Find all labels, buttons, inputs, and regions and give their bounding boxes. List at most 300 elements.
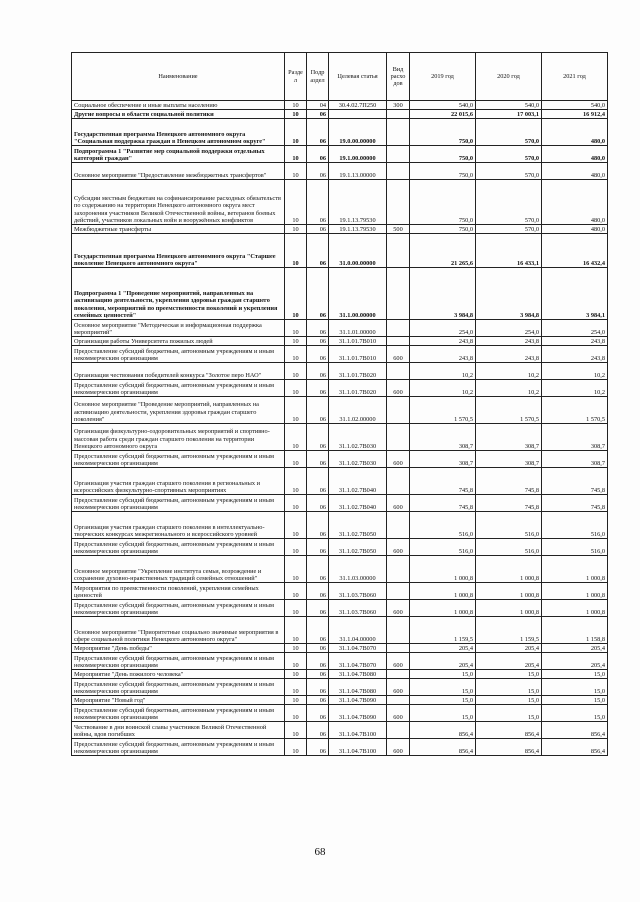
cell-name: Предоставление субсидий бюджетным, автономным учреждениям и иным некоммерческим организациям: [72, 495, 285, 512]
cell-2020: 205,4: [476, 653, 542, 670]
cell-kind: [387, 119, 410, 146]
cell-2020: 10,2: [476, 363, 542, 380]
table-row: [72, 146, 608, 163]
cell-name: Организация чествования победителей конкурса "Золотое перо НАО": [72, 363, 285, 380]
cell-2019: 308,7: [410, 424, 476, 451]
cell-target: 31.1.04.7В100: [329, 722, 387, 739]
cell-section: 10: [285, 696, 307, 705]
cell-2020: 1 000,8: [476, 600, 542, 617]
cell-kind: [387, 180, 410, 225]
cell-section: 10: [285, 225, 307, 234]
cell-2021: 15,0: [542, 670, 608, 679]
cell-kind: 600: [387, 653, 410, 670]
cell-2020: 856,4: [476, 722, 542, 739]
cell-kind: 300: [387, 101, 410, 110]
cell-name: Государственная программа Ненецкого автономного округа "Социальная поддержка граждан в Ненецком автономном округе": [72, 119, 285, 146]
cell-name: Основное мероприятие "Предоставление межбюджетных трансфертов": [72, 163, 285, 180]
cell-kind: 500: [387, 225, 410, 234]
table-row: [72, 583, 608, 600]
cell-name: Предоставление субсидий бюджетным, автономным учреждениям и иным некоммерческим организациям: [72, 653, 285, 670]
table-row: [72, 495, 608, 512]
cell-subsection: 06: [307, 705, 329, 722]
cell-subsection: 06: [307, 739, 329, 756]
cell-2019: 15,0: [410, 670, 476, 679]
table-body: [72, 101, 608, 756]
cell-2020: 570,0: [476, 119, 542, 146]
cell-name: Основное мероприятие "Методическая и информационная поддержка мероприятий": [72, 320, 285, 337]
cell-name: Предоставление субсидий бюджетным, автономным учреждениям и иным некоммерческим организациям: [72, 739, 285, 756]
table-row: [72, 397, 608, 424]
cell-2020: 745,8: [476, 468, 542, 495]
cell-kind: 600: [387, 451, 410, 468]
cell-2021: 243,8: [542, 337, 608, 346]
cell-subsection: 06: [307, 119, 329, 146]
cell-kind: [387, 512, 410, 539]
cell-target: 31.1.00.00000: [329, 268, 387, 320]
cell-target: 19.1.13.79530: [329, 180, 387, 225]
header-2019: 2019 год: [410, 53, 476, 101]
cell-2020: 1 159,5: [476, 617, 542, 644]
cell-section: 10: [285, 583, 307, 600]
cell-2020: 1 000,8: [476, 583, 542, 600]
cell-target: 31.1.04.7В080: [329, 679, 387, 696]
cell-2019: 516,0: [410, 512, 476, 539]
cell-subsection: 06: [307, 468, 329, 495]
cell-target: 31.1.01.7В010: [329, 346, 387, 363]
cell-target: 31.1.04.00000: [329, 617, 387, 644]
cell-2021: 205,4: [542, 653, 608, 670]
cell-2021: 3 984,1: [542, 268, 608, 320]
cell-kind: 600: [387, 380, 410, 397]
cell-section: 10: [285, 600, 307, 617]
cell-section: 10: [285, 146, 307, 163]
cell-section: 10: [285, 705, 307, 722]
cell-2021: 15,0: [542, 696, 608, 705]
table-row: [72, 600, 608, 617]
cell-kind: [387, 670, 410, 679]
table-row: [72, 512, 608, 539]
cell-2021: 10,2: [542, 380, 608, 397]
cell-section: 10: [285, 739, 307, 756]
cell-name: Основное мероприятие "Укрепление института семьи, возрождение и сохранение духовно-нравственных традиций семейных отношений": [72, 556, 285, 583]
cell-2021: 243,8: [542, 346, 608, 363]
table-row: [72, 617, 608, 644]
cell-2020: 308,7: [476, 451, 542, 468]
table-row: [72, 556, 608, 583]
cell-target: 19.0.00.00000: [329, 119, 387, 146]
table-row: [72, 110, 608, 119]
cell-2020: 745,8: [476, 495, 542, 512]
cell-subsection: 06: [307, 397, 329, 424]
header-target: Целевая статья: [329, 53, 387, 101]
cell-target: 19.1.00.00000: [329, 146, 387, 163]
cell-kind: [387, 556, 410, 583]
cell-kind: [387, 644, 410, 653]
cell-target: 31.1.02.7В050: [329, 512, 387, 539]
cell-target: 19.1.13.79530: [329, 225, 387, 234]
cell-2021: 745,8: [542, 495, 608, 512]
cell-2019: 205,4: [410, 644, 476, 653]
cell-2021: 856,4: [542, 722, 608, 739]
cell-subsection: 06: [307, 679, 329, 696]
cell-subsection: 06: [307, 617, 329, 644]
cell-target: 31.1.03.7В060: [329, 600, 387, 617]
cell-2021: 480,0: [542, 225, 608, 234]
cell-2019: 540,0: [410, 101, 476, 110]
cell-2019: 15,0: [410, 696, 476, 705]
cell-kind: 600: [387, 346, 410, 363]
cell-target: 31.1.02.7В030: [329, 451, 387, 468]
cell-target: 30.4.02.7П250: [329, 101, 387, 110]
cell-2019: 1 159,5: [410, 617, 476, 644]
cell-2020: 17 003,1: [476, 110, 542, 119]
cell-2021: 308,7: [542, 424, 608, 451]
cell-2020: 15,0: [476, 670, 542, 679]
cell-2019: 1 000,8: [410, 600, 476, 617]
cell-name: Межбюджетные трансферты: [72, 225, 285, 234]
cell-name: Предоставление субсидий бюджетным, автономным учреждениям и иным некоммерческим организациям: [72, 679, 285, 696]
cell-section: 10: [285, 234, 307, 268]
header-kind: Вид расхо дов: [387, 53, 410, 101]
table-row: [72, 337, 608, 346]
cell-section: 10: [285, 679, 307, 696]
cell-section: 10: [285, 320, 307, 337]
cell-name: Субсидии местным бюджетам на софинансирование расходных обязательств по содержанию на территории Ненецкого автономного округа мест захоронения участников Великой Отечественной войны, ветеранов боевых действий, участников локальных войн и вооружённых конфликтов: [72, 180, 285, 225]
cell-target: 31.1.04.7В090: [329, 696, 387, 705]
cell-2019: 3 984,8: [410, 268, 476, 320]
cell-2019: 205,4: [410, 653, 476, 670]
cell-2021: 480,0: [542, 163, 608, 180]
table-header-row: [72, 53, 608, 101]
cell-2021: 254,0: [542, 320, 608, 337]
cell-kind: [387, 696, 410, 705]
cell-2021: 16 912,4: [542, 110, 608, 119]
cell-name: Подпрограмма 1 "Развитие мер социальной поддержки отдельных категорий граждан": [72, 146, 285, 163]
cell-subsection: 06: [307, 225, 329, 234]
cell-subsection: 06: [307, 495, 329, 512]
cell-kind: 600: [387, 600, 410, 617]
cell-kind: 600: [387, 739, 410, 756]
cell-section: 10: [285, 556, 307, 583]
cell-kind: 600: [387, 495, 410, 512]
cell-kind: [387, 583, 410, 600]
cell-kind: [387, 722, 410, 739]
table-row: [72, 163, 608, 180]
cell-subsection: 06: [307, 163, 329, 180]
budget-table: [71, 52, 608, 756]
cell-2021: 15,0: [542, 705, 608, 722]
cell-name: Организация участия граждан старшего поколения в интеллектуально-творческих конкурсах межрегионального и всероссийского уровней: [72, 512, 285, 539]
cell-section: 10: [285, 101, 307, 110]
cell-2019: 243,8: [410, 337, 476, 346]
cell-subsection: 06: [307, 556, 329, 583]
cell-kind: [387, 363, 410, 380]
cell-2019: 243,8: [410, 346, 476, 363]
cell-subsection: 04: [307, 101, 329, 110]
cell-2019: 15,0: [410, 679, 476, 696]
cell-2020: 243,8: [476, 346, 542, 363]
cell-subsection: 06: [307, 696, 329, 705]
cell-2019: 10,2: [410, 363, 476, 380]
cell-name: Основное мероприятие "Приоритетные социально значимые мероприятия в сфере социальной политики Ненецкого автономного округа": [72, 617, 285, 644]
cell-name: Социальное обеспечение и иные выплаты населению: [72, 101, 285, 110]
cell-2021: 16 432,4: [542, 234, 608, 268]
cell-target: 31.1.01.7В020: [329, 363, 387, 380]
cell-subsection: 06: [307, 583, 329, 600]
header-subsection: Подр аздел: [307, 53, 329, 101]
cell-kind: 600: [387, 705, 410, 722]
cell-2019: 1 000,8: [410, 556, 476, 583]
cell-subsection: 06: [307, 539, 329, 556]
cell-kind: [387, 337, 410, 346]
cell-2019: 15,0: [410, 705, 476, 722]
cell-2020: 540,0: [476, 101, 542, 110]
cell-name: Предоставление субсидий бюджетным, автономным учреждениям и иным некоммерческим организациям: [72, 380, 285, 397]
cell-2021: 1 000,8: [542, 583, 608, 600]
table-row: [72, 539, 608, 556]
table-row: [72, 180, 608, 225]
cell-2021: 205,4: [542, 644, 608, 653]
table-row: [72, 234, 608, 268]
cell-kind: [387, 268, 410, 320]
cell-2020: 3 984,8: [476, 268, 542, 320]
cell-section: 10: [285, 397, 307, 424]
table-row: [72, 225, 608, 234]
cell-subsection: 06: [307, 644, 329, 653]
table-row: [72, 380, 608, 397]
cell-kind: [387, 110, 410, 119]
cell-2020: 1 000,8: [476, 556, 542, 583]
table-row: [72, 268, 608, 320]
cell-name: Государственная программа Ненецкого автономного округа "Старшее поколение Ненецкого автономного округа": [72, 234, 285, 268]
cell-subsection: 06: [307, 512, 329, 539]
cell-2021: 10,2: [542, 363, 608, 380]
cell-subsection: 06: [307, 600, 329, 617]
cell-2019: 308,7: [410, 451, 476, 468]
cell-section: 10: [285, 512, 307, 539]
cell-2021: 516,0: [542, 539, 608, 556]
header-2021: 2021 год: [542, 53, 608, 101]
cell-subsection: 06: [307, 337, 329, 346]
cell-section: 10: [285, 468, 307, 495]
header-section: Разде л: [285, 53, 307, 101]
cell-2020: 308,7: [476, 424, 542, 451]
cell-2021: 516,0: [542, 512, 608, 539]
cell-section: 10: [285, 337, 307, 346]
cell-target: 31.1.03.7В060: [329, 583, 387, 600]
cell-section: 10: [285, 539, 307, 556]
cell-kind: 600: [387, 539, 410, 556]
table-row: [72, 739, 608, 756]
cell-name: Мероприятия по преемственности поколений, укрепления семейных ценностей: [72, 583, 285, 600]
cell-2019: 750,0: [410, 225, 476, 234]
cell-name: Предоставление субсидий бюджетным, автономным учреждениям и иным некоммерческим организациям: [72, 705, 285, 722]
cell-2021: 745,8: [542, 468, 608, 495]
cell-2019: 1 570,5: [410, 397, 476, 424]
cell-2020: 570,0: [476, 146, 542, 163]
page-number: 68: [314, 846, 326, 858]
cell-target: 31.1.04.7В100: [329, 739, 387, 756]
cell-target: 31.1.02.00000: [329, 397, 387, 424]
cell-2020: 570,0: [476, 225, 542, 234]
cell-kind: [387, 617, 410, 644]
cell-name: Предоставление субсидий бюджетным, автономным учреждениям и иным некоммерческим организациям: [72, 346, 285, 363]
cell-subsection: 06: [307, 424, 329, 451]
table-row: [72, 451, 608, 468]
cell-subsection: 06: [307, 451, 329, 468]
cell-subsection: 06: [307, 268, 329, 320]
cell-kind: [387, 468, 410, 495]
cell-section: 10: [285, 346, 307, 363]
cell-name: Мероприятие "День победы": [72, 644, 285, 653]
cell-target: 31.1.02.7В040: [329, 468, 387, 495]
cell-name: Организация физкультурно-оздоровительных мероприятий и спортивно-массовая работа среди граждан старшего поколения на территории Ненецкого автономного округа: [72, 424, 285, 451]
cell-name: Подпрограмма 1 "Проведение мероприятий, направленных на активизацию деятельности, укрепления здоровья граждан старшего поколения, мероприятий по преемственности поколений и укрепления семейных ценностей": [72, 268, 285, 320]
cell-2019: 745,8: [410, 495, 476, 512]
cell-2020: 1 570,5: [476, 397, 542, 424]
cell-2020: 254,0: [476, 320, 542, 337]
table-row: [72, 722, 608, 739]
cell-2021: 1 570,5: [542, 397, 608, 424]
cell-2021: 308,7: [542, 451, 608, 468]
cell-section: 10: [285, 163, 307, 180]
cell-2019: 516,0: [410, 539, 476, 556]
cell-section: 10: [285, 363, 307, 380]
cell-target: 31.1.01.00000: [329, 320, 387, 337]
table-row: [72, 653, 608, 670]
cell-2019: 254,0: [410, 320, 476, 337]
cell-name: Организация работы Университета пожилых людей: [72, 337, 285, 346]
cell-2021: 15,0: [542, 679, 608, 696]
cell-target: 31.1.04.7В070: [329, 653, 387, 670]
cell-subsection: 06: [307, 146, 329, 163]
table-row: [72, 320, 608, 337]
cell-kind: [387, 397, 410, 424]
cell-2020: 16 433,1: [476, 234, 542, 268]
cell-subsection: 06: [307, 110, 329, 119]
cell-section: 10: [285, 722, 307, 739]
cell-target: 31.1.02.7В040: [329, 495, 387, 512]
table-row: [72, 346, 608, 363]
cell-2019: 750,0: [410, 180, 476, 225]
cell-section: 10: [285, 653, 307, 670]
cell-name: Чествование в дни воинской славы участников Великой Отечественной войны, вдов погибших: [72, 722, 285, 739]
table-row: [72, 644, 608, 653]
cell-2020: 10,2: [476, 380, 542, 397]
cell-subsection: 06: [307, 320, 329, 337]
cell-section: 10: [285, 424, 307, 451]
cell-subsection: 06: [307, 380, 329, 397]
cell-2019: 856,4: [410, 722, 476, 739]
cell-kind: [387, 234, 410, 268]
cell-2019: 745,8: [410, 468, 476, 495]
cell-section: 10: [285, 644, 307, 653]
cell-name: Основное мероприятие "Проведение мероприятий, направленных на активизацию деятельности, укрепления здоровья граждан старшего поколения": [72, 397, 285, 424]
cell-target: 31.1.02.7В050: [329, 539, 387, 556]
cell-target: 19.1.13.00000: [329, 163, 387, 180]
cell-target: 31.1.01.7В020: [329, 380, 387, 397]
cell-2020: 15,0: [476, 696, 542, 705]
cell-name: Мероприятие "День пожилого человека": [72, 670, 285, 679]
cell-target: 31.1.02.7В030: [329, 424, 387, 451]
cell-section: 10: [285, 268, 307, 320]
cell-2021: 1 000,8: [542, 556, 608, 583]
cell-subsection: 06: [307, 670, 329, 679]
cell-subsection: 06: [307, 346, 329, 363]
cell-2019: 1 000,8: [410, 583, 476, 600]
cell-target: 31.1.03.00000: [329, 556, 387, 583]
cell-name: Предоставление субсидий бюджетным, автономным учреждениям и иным некоммерческим организациям: [72, 539, 285, 556]
cell-2021: 1 000,8: [542, 600, 608, 617]
table-row: [72, 363, 608, 380]
cell-2019: 10,2: [410, 380, 476, 397]
table-row: [72, 696, 608, 705]
cell-subsection: 06: [307, 180, 329, 225]
table-row: [72, 468, 608, 495]
cell-section: 10: [285, 495, 307, 512]
cell-2020: 516,0: [476, 539, 542, 556]
cell-2020: 205,4: [476, 644, 542, 653]
cell-section: 10: [285, 110, 307, 119]
cell-kind: [387, 146, 410, 163]
cell-name: Предоставление субсидий бюджетным, автономным учреждениям и иным некоммерческим организациям: [72, 600, 285, 617]
cell-2019: 856,4: [410, 739, 476, 756]
cell-name: Мероприятие "Новый год": [72, 696, 285, 705]
cell-2021: 480,0: [542, 180, 608, 225]
table-row: [72, 705, 608, 722]
cell-2021: 1 158,8: [542, 617, 608, 644]
cell-2020: 570,0: [476, 180, 542, 225]
cell-name: Организация участия граждан старшего поколения в региональных и всероссийских физкультурно-спортивных мероприятиях: [72, 468, 285, 495]
cell-2019: 750,0: [410, 163, 476, 180]
cell-2021: 856,4: [542, 739, 608, 756]
cell-2019: 21 265,6: [410, 234, 476, 268]
table-row: [72, 670, 608, 679]
cell-target: 31.0.00.00000: [329, 234, 387, 268]
header-name: Наименование: [72, 53, 285, 101]
cell-section: 10: [285, 670, 307, 679]
cell-2020: 15,0: [476, 705, 542, 722]
cell-2019: 22 015,6: [410, 110, 476, 119]
cell-section: 10: [285, 380, 307, 397]
cell-kind: [387, 320, 410, 337]
cell-target: 31.1.04.7В080: [329, 670, 387, 679]
cell-target: 31.1.01.7В010: [329, 337, 387, 346]
cell-section: 10: [285, 617, 307, 644]
cell-subsection: 06: [307, 653, 329, 670]
cell-subsection: 06: [307, 363, 329, 380]
cell-2021: 480,0: [542, 146, 608, 163]
cell-kind: [387, 163, 410, 180]
table-row: [72, 424, 608, 451]
cell-target: [329, 110, 387, 119]
cell-2019: 750,0: [410, 146, 476, 163]
header-2020: 2020 год: [476, 53, 542, 101]
cell-target: 31.1.04.7В070: [329, 644, 387, 653]
cell-kind: 600: [387, 679, 410, 696]
table-row: [72, 679, 608, 696]
table-row: [72, 119, 608, 146]
cell-section: 10: [285, 180, 307, 225]
cell-2020: 243,8: [476, 337, 542, 346]
cell-name: Другие вопросы в области социальной политики: [72, 110, 285, 119]
table-row: [72, 101, 608, 110]
cell-2020: 15,0: [476, 679, 542, 696]
cell-2021: 540,0: [542, 101, 608, 110]
cell-2020: 516,0: [476, 512, 542, 539]
cell-name: Предоставление субсидий бюджетным, автономным учреждениям и иным некоммерческим организациям: [72, 451, 285, 468]
cell-target: 31.1.04.7В090: [329, 705, 387, 722]
